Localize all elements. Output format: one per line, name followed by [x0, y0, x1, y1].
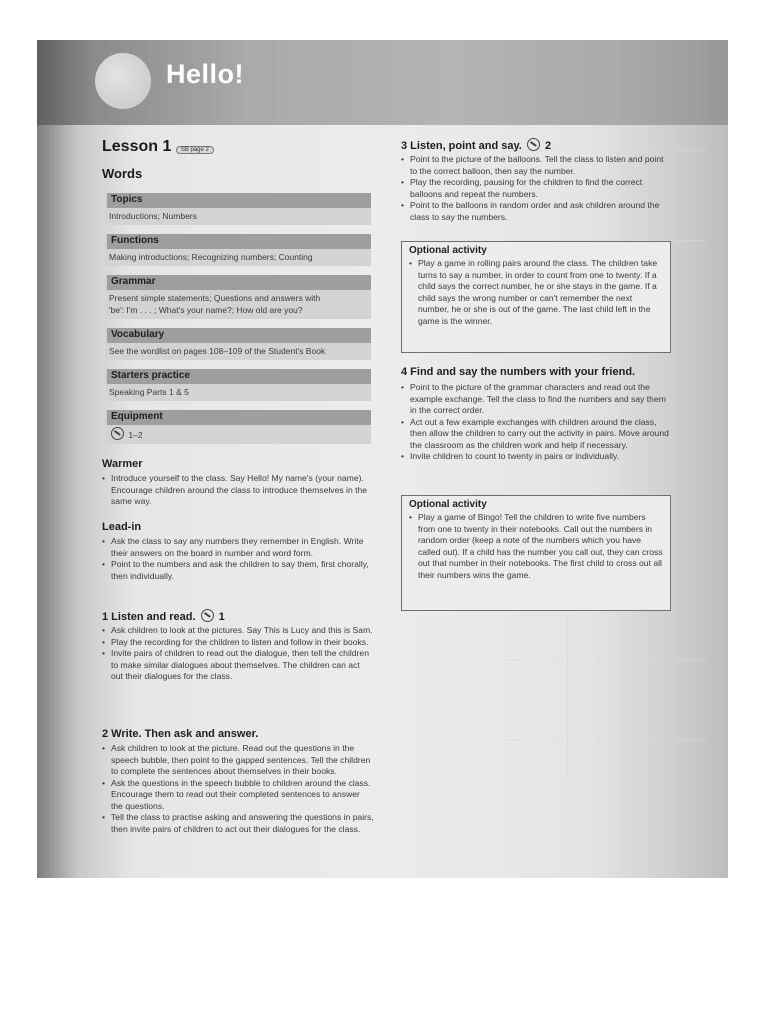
- info-box-body: [105, 290, 371, 319]
- info-line: Present simple statements; Questions and answers with: [109, 293, 321, 303]
- bullet: • Point to the balloons in random order and ask children around the class to say the numbers.: [401, 200, 673, 223]
- bullet: • Point to the numbers and ask the children to say them, first chorally, then individually.: [102, 559, 374, 582]
- exercise-1-body: [102, 625, 374, 683]
- exercise-3-body: [401, 154, 673, 223]
- bullet: • Act out a few example exchanges with children around the class, then allow the children to carry out the activity in pairs. Move around the classroom as the children work and help if necessary.: [401, 417, 673, 452]
- optional-activity-title: Optional activity: [409, 245, 487, 256]
- info-box-head: Equipment: [105, 410, 371, 425]
- lesson-heading: [102, 138, 214, 156]
- info-box-body: See the wordlist on pages 108–109 of the Student's Book: [105, 343, 371, 360]
- warmer-body: [102, 473, 374, 508]
- exercise-1-heading: [102, 609, 225, 623]
- bullet: • Point to the picture of the balloons. Tell the class to listen and point to the correct balloon, then say the number.: [401, 154, 673, 177]
- bullet: • Play a game of Bingo! Tell the children to write five numbers from one to twenty in their notebooks. Call out the numbers in random order (keep a note of the numbers which you have called out). If a child has the number you call out, they can cross out that number in their notebooks. The first child to cross out all their numbers wins the game.: [409, 512, 664, 581]
- bullet: • Point to the picture of the grammar characters and read out the example exchange. Tell the class to find the numbers and say them in the correct order.: [401, 382, 673, 417]
- lesson-title: Lesson 1: [102, 138, 172, 155]
- exercise-2-heading: 2 Write. Then ask and answer.: [102, 728, 259, 740]
- info-box-head: Grammar: [105, 275, 371, 290]
- lead-in-heading: Lead-in: [102, 521, 142, 533]
- exercise-3-track: 2: [544, 140, 552, 152]
- lead-in-body: [102, 536, 374, 582]
- exercise-4-body: [401, 382, 673, 463]
- info-box-grammar: [105, 275, 371, 319]
- warmer-heading: Warmer: [102, 458, 143, 470]
- audio-cd-icon: [111, 427, 124, 440]
- exercise-3-title: 3 Listen, point and say.: [401, 140, 522, 152]
- page-title: Hello!: [166, 59, 245, 89]
- optional-activity-title: Optional activity: [409, 499, 487, 510]
- optional-activity-box-2: [401, 495, 671, 611]
- info-box-head: Starters practice: [105, 369, 371, 384]
- exercise-1-track: 1: [218, 611, 225, 623]
- optional-activity-body: [402, 256, 670, 329]
- bullet: • Play the recording for the children to listen and follow in their books.: [102, 637, 374, 649]
- exercise-1-title: 1 Listen and read.: [102, 611, 196, 623]
- info-box-head: Vocabulary: [105, 328, 371, 343]
- info-box-vocabulary: [105, 328, 371, 360]
- bullet: • Ask children to look at the picture. Read out the questions in the speech bubble, then point to the gapped sentences. Tell the children to complete the sentences about themselves in their books.: [102, 743, 374, 778]
- info-box-equipment: [105, 410, 371, 444]
- bullet: • Tell the class to practise asking and answering the questions in pairs, then invite pairs of children to act out their dialogues for the class.: [102, 812, 374, 835]
- info-box-body: Making introductions; Recognizing numbers; Counting: [105, 249, 371, 266]
- equipment-tracks: 1–2: [128, 430, 143, 440]
- header-banner: [37, 40, 728, 125]
- optional-activity-body: [402, 510, 670, 583]
- audio-cd-icon: [527, 138, 540, 151]
- exercise-2-body: [102, 743, 374, 835]
- scanned-page: [37, 40, 728, 878]
- bullet: • Invite children to count to twenty in pairs or individually.: [401, 451, 673, 463]
- bullet: • Play the recording, pausing for the children to find the correct balloons and repeat the numbers.: [401, 177, 673, 200]
- info-box-starters: [105, 369, 371, 401]
- exercise-3-heading: [401, 138, 551, 152]
- exercise-4-heading: 4 Find and say the numbers with your friend.: [401, 366, 636, 378]
- banner-circle-decoration: [95, 53, 151, 109]
- audio-cd-icon: [201, 609, 214, 622]
- section-title: Words: [102, 166, 143, 181]
- bullet: • Invite pairs of children to read out the dialogue, then tell the children to make similar dialogues about themselves. The children can act out their dialogues for the class.: [102, 648, 374, 683]
- info-box-head: Topics: [105, 193, 371, 208]
- bullet: • Play a game in rolling pairs around the class. The children take turns to say a number, in order to count from one to twenty. If a child says the correct number, he or she stays in the game. If a child says the wrong number or can't remember the next number, he or she is out of the game. The last child left in the game is the winner.: [409, 258, 664, 327]
- optional-activity-box-1: [401, 241, 671, 353]
- info-box-body: Introductions; Numbers: [105, 208, 371, 225]
- bullet: • Introduce yourself to the class. Say Hello! My name's (your name). Encourage children around the class to introduce themselves in the same way.: [102, 473, 374, 508]
- bullet: • Ask children to look at the pictures. Say This is Lucy and this is Sam.: [102, 625, 374, 637]
- info-box-head: Functions: [105, 234, 371, 249]
- info-box-topics: [105, 193, 371, 225]
- info-box-body: Speaking Parts 1 & 5: [105, 384, 371, 401]
- bullet: • Ask the questions in the speech bubble to children around the class. Encourage them to read out their completed sentences to answer the questions.: [102, 778, 374, 813]
- info-box-body: [105, 425, 371, 444]
- info-box-functions: [105, 234, 371, 266]
- info-line: 'be': I'm . . . ; What's your name?; How old are you?: [109, 305, 303, 315]
- sb-page-badge: SB page 2: [176, 146, 214, 154]
- bullet: • Ask the class to say any numbers they remember in English. Write their answers on the board in number and word form.: [102, 536, 374, 559]
